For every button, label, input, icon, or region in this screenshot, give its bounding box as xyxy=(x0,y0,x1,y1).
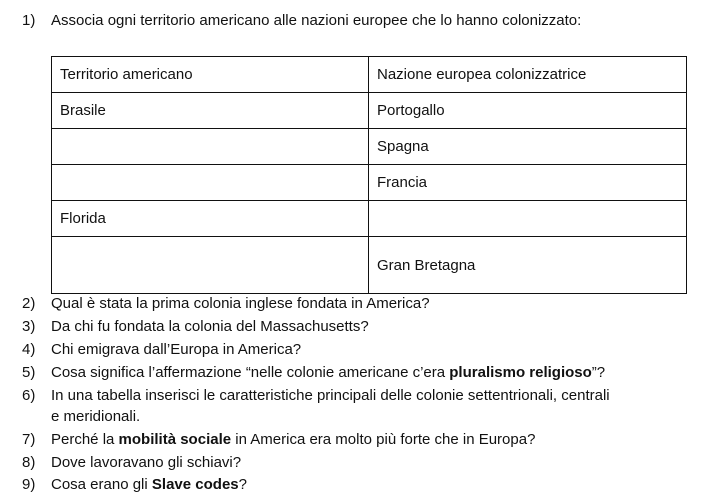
question-number: 4) xyxy=(22,341,36,358)
question-text xyxy=(51,475,247,495)
table-row xyxy=(52,237,687,294)
question-number: 2) xyxy=(22,295,36,312)
question-number: 1) xyxy=(22,12,36,29)
table-row xyxy=(52,129,687,165)
question-number: 3) xyxy=(22,318,36,335)
question-text-part: ”? xyxy=(591,364,606,381)
question-text-part: Cosa erano gli xyxy=(51,476,152,493)
question-text: e meridionali. xyxy=(51,408,141,425)
nation-cell: Spagna xyxy=(369,129,687,165)
territory-nation-table xyxy=(51,56,687,294)
table-row xyxy=(52,165,687,201)
question-number: 6) xyxy=(22,387,36,404)
nation-cell: Portogallo xyxy=(369,93,687,129)
question-text: Dove lavoravano gli schiavi? xyxy=(51,454,242,471)
question-text: Chi emigrava dall’Europa in America? xyxy=(51,341,302,358)
question-text: Qual è stata la prima colonia inglese fondata in America? xyxy=(51,295,430,312)
question-text: In una tabella inserisci le caratteristiche principali delle colonie settentrionali, centrali xyxy=(51,387,610,404)
territory-cell xyxy=(52,237,369,294)
question-text-part: ? xyxy=(238,476,247,493)
question-emphasis: pluralismo religioso xyxy=(449,364,592,381)
question-text xyxy=(51,430,535,450)
table-row xyxy=(52,93,687,129)
question-text: Da chi fu fondata la colonia del Massachusetts? xyxy=(51,318,369,335)
question-text: Associa ogni territorio americano alle nazioni europee che lo hanno colonizzato: xyxy=(51,12,582,29)
question-text xyxy=(51,363,605,383)
territory-cell: Brasile xyxy=(52,93,369,129)
table-row xyxy=(52,201,687,237)
question-number: 9) xyxy=(22,476,36,493)
question-emphasis: Slave codes xyxy=(151,476,239,493)
question-emphasis: mobilità sociale xyxy=(118,431,232,448)
territory-cell xyxy=(52,129,369,165)
nation-cell xyxy=(369,201,687,237)
nation-cell: Gran Bretagna xyxy=(369,237,687,294)
question-text-part: Perché la xyxy=(51,431,119,448)
question-text-part: Cosa significa l’affermazione “nelle colonie americane c’era xyxy=(51,364,450,381)
question-text-part: in America era molto più forte che in Europa? xyxy=(231,431,536,448)
territory-cell xyxy=(52,165,369,201)
nation-cell: Francia xyxy=(369,165,687,201)
header-nation: Nazione europea colonizzatrice xyxy=(369,57,687,93)
territory-cell: Florida xyxy=(52,201,369,237)
question-number: 7) xyxy=(22,431,36,448)
table-header-row xyxy=(52,57,687,93)
header-territory: Territorio americano xyxy=(52,57,369,93)
question-number: 5) xyxy=(22,364,36,381)
question-number: 8) xyxy=(22,454,36,471)
